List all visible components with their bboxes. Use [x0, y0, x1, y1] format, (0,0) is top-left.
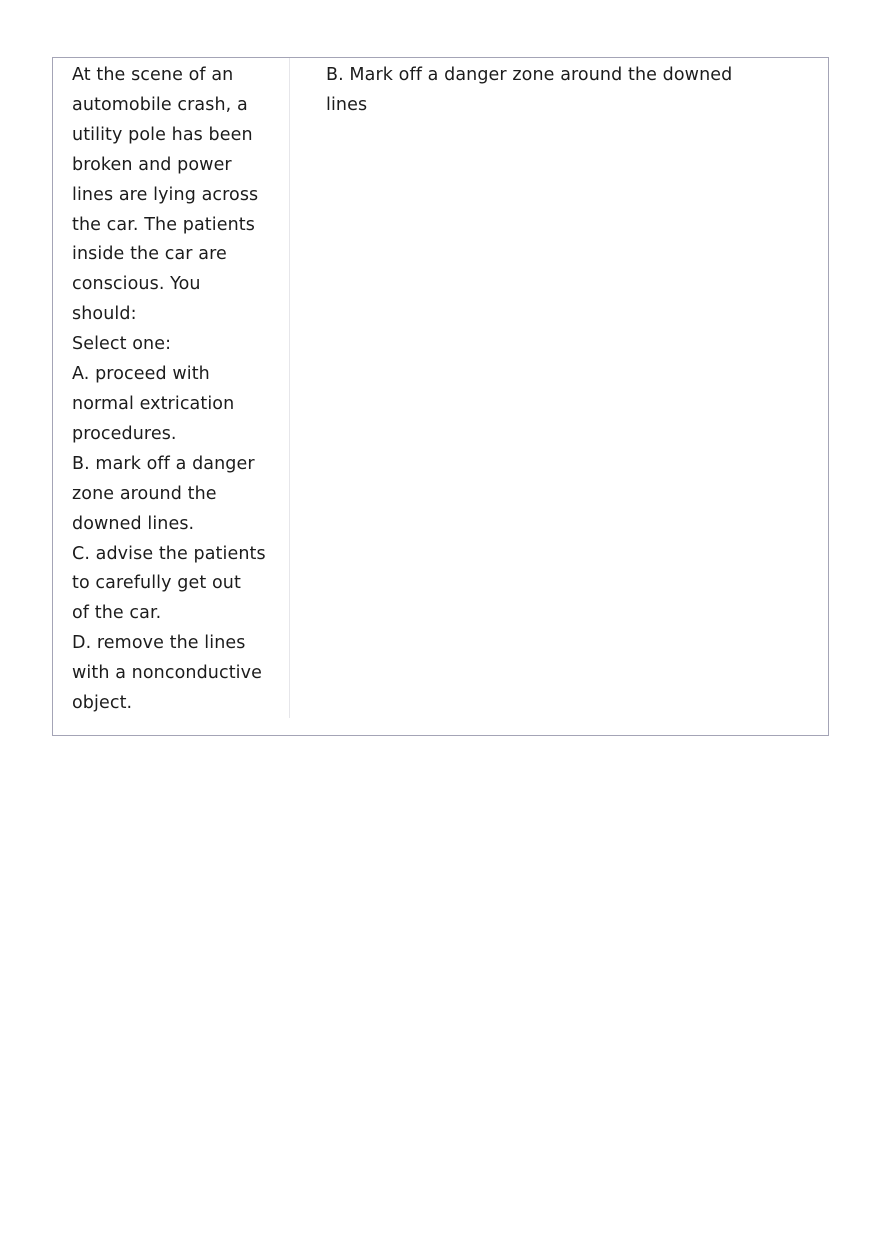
question-line: At the scene of an	[72, 65, 234, 85]
answer-cell	[326, 61, 766, 121]
option-b-line: downed lines.	[72, 513, 195, 534]
option-c-line: of the car.	[72, 603, 162, 624]
question-line: conscious. You	[72, 274, 201, 295]
question-answer-table	[52, 57, 829, 736]
answer-line: B. Mark off a danger zone around the downed	[326, 65, 733, 85]
column-divider	[289, 58, 290, 718]
question-line: the car. The patients	[72, 214, 255, 235]
option-b-line: zone around the	[72, 483, 217, 504]
option-a-line: A. proceed with	[72, 364, 210, 385]
question-line: automobile crash, a	[72, 94, 248, 115]
option-a-line: procedures.	[72, 423, 177, 444]
answer-line: lines	[326, 94, 368, 115]
option-b-line: B. mark off a danger	[72, 453, 255, 474]
question-line: lines are lying across	[72, 184, 259, 205]
select-one-label: Select one:	[72, 334, 172, 355]
option-d-line: with a nonconductive	[72, 663, 262, 684]
question-line: utility pole has been	[72, 124, 253, 145]
question-cell	[72, 61, 272, 719]
option-d-line: object.	[72, 693, 133, 714]
option-d-line: D. remove the lines	[72, 633, 246, 654]
option-c-line: to carefully get out	[72, 573, 241, 594]
option-a-line: normal extrication	[72, 393, 235, 414]
question-line: should:	[72, 304, 137, 325]
option-c-line: C. advise the patients	[72, 543, 266, 564]
question-line: inside the car are	[72, 244, 227, 265]
question-line: broken and power	[72, 154, 232, 175]
